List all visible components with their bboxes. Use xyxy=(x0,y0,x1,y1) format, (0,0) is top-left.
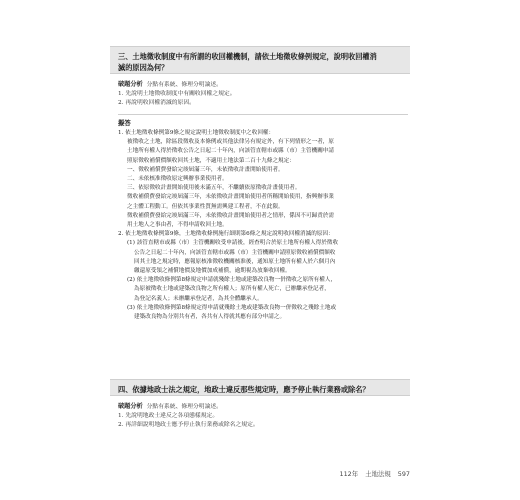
answer-line: (2) 依土地徵收條例第8條規定申請就殘餘土地或建築改良物一併徵收之原所有權人， xyxy=(127,277,337,284)
answer-line: 1. 依土地徵收條例第9條之規定說明土地徵收制度中之收回權： xyxy=(118,130,275,136)
analysis-section-2 xyxy=(118,402,408,430)
analysis-section-1 xyxy=(118,80,408,108)
analysis-intro: 分點有系統、條理分明論述。 xyxy=(146,404,222,410)
analysis-label: 破題分析 xyxy=(118,403,143,410)
answer-body xyxy=(118,129,410,322)
analysis-item: 2. 再詳細說明地政士應予停止執行業務或除名之規定。 xyxy=(118,422,259,428)
answer-line: (1) 該管直轄市或縣（市）主管機關收受申請後，經查明合於原土地所有權人得於徵收 xyxy=(127,240,339,247)
question-3-line-1: 三、土地徵收制度中有所謂的收回權機制，請依土地徵收條例規定，說明收回權消 xyxy=(118,52,377,61)
answer-line: 用土地人之事由者，不得申請收回土地。 xyxy=(127,222,228,229)
answer-line: 為原被徵收土地或建築改良物之所有權人；原所有權人死亡，已辦繼承登記者， xyxy=(134,286,330,293)
analysis-head xyxy=(118,80,408,90)
answer-line: (3) 依土地徵收條例第8條規定得申請就殘餘土地或建築改良物一併徵收之殘餘土地或 xyxy=(127,304,337,311)
analysis-head xyxy=(118,402,408,412)
answer-line: 繳還原受領之補償地價及地價加成補償，逾期視為放棄收回權。 xyxy=(134,268,291,275)
answer-line: 徵收補償費發給完竣屆滿三年，未依徵收計畫開始使用者之情形，係因不可歸責於需 xyxy=(127,212,334,219)
answer-line: 徵收補償費發給完竣屆滿三年，未依徵收計畫開始使用者所稱開始使用，指興辦事業 xyxy=(127,194,334,201)
answer-line: 公告之日起二十年內，向該管直轄市或縣（市）主管機關申請照原徵收補償價額收 xyxy=(134,249,336,256)
answer-line: 被徵收之土地，除區段徵收及本條例或其他法律另有規定外，有下列情形之一者，原 xyxy=(127,139,334,146)
analysis-intro: 分點有系統、條理分明論述。 xyxy=(146,82,222,88)
footer-subject: 土地法規 xyxy=(365,470,391,478)
answer-line: 為登記名義人；未辦繼承登記者，為其全體繼承人。 xyxy=(134,295,263,302)
answer-line: 建築改良物為分別共有者，各共有人得就其應有部分申請之。 xyxy=(134,314,286,321)
analysis-label: 破題分析 xyxy=(118,81,143,88)
answer-title: 擬答 xyxy=(118,119,131,127)
page-number: 597 xyxy=(397,470,410,478)
answer-line: 三、依原徵收計畫開始使用後未滿五年，不繼續依原徵收計畫使用者。 xyxy=(127,185,301,192)
answer-line: 之主體工程動工。但依其事業性質無需興建工程者，不在此限。 xyxy=(127,203,284,210)
analysis-item: 2. 再說明收回權消滅的原因。 xyxy=(118,100,195,106)
analysis-item: 1. 先說明土地徵收制度中有關收回權之規定。 xyxy=(118,91,236,97)
answer-line: 2. 依土地徵收條例第9條，土地徵收條例施行細則第6條之規定說明收回權消滅的原因： xyxy=(118,231,334,238)
page-footer xyxy=(300,469,410,478)
answer-line: 一、徵收補償費發給完竣屆滿三年，未依徵收計畫開始使用者。 xyxy=(127,166,284,173)
answer-line: 照原徵收補償價額收回其土地，不適用土地法第二百十九條之規定： xyxy=(127,157,295,164)
footer-year: 112年 xyxy=(339,470,359,478)
analysis-item: 1. 先說明地政士違反之各項態樣規定。 xyxy=(118,413,219,419)
answer-line: 回其土地之規定時，應報原核准徵收機關核准後，通知原土地所有權人於六個月內 xyxy=(134,258,336,265)
question-3-box xyxy=(110,46,410,74)
question-3-line-2: 滅的原因為何？ xyxy=(118,63,169,72)
section-divider xyxy=(118,114,408,115)
question-4-line-1: 四、依據地政士法之規定，地政士違反那些規定時，應予停止執行業務或除名？ xyxy=(118,385,370,394)
answer-line: 土地所有權人得於徵收公告之日起二十年內，向該管直轄市或縣（市）主管機關申請 xyxy=(127,148,334,155)
answer-line: 二、未依核准徵收原定興辦事業使用者。 xyxy=(127,176,228,183)
question-4-box xyxy=(110,379,410,396)
